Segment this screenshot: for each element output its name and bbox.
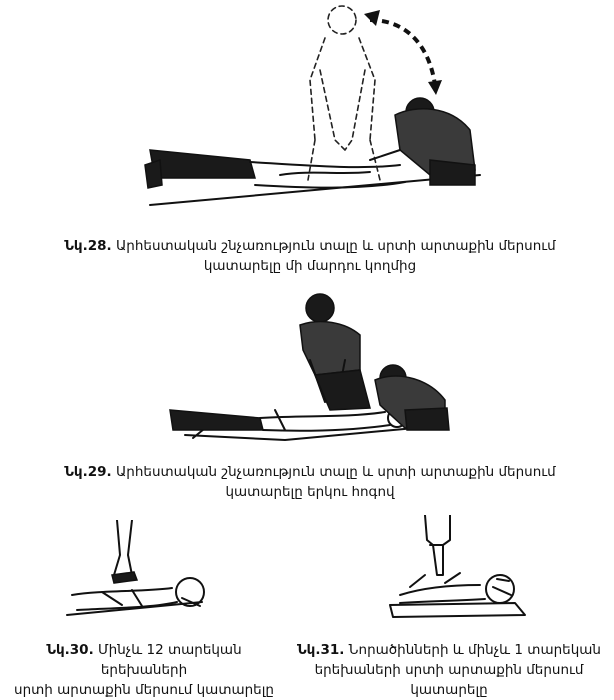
figure-31-caption-line2: երեխաների սրտի արտաքին մերսում կատարելը bbox=[314, 662, 584, 698]
figure-30-caption bbox=[4, 640, 284, 700]
figure-28-illustration bbox=[130, 0, 490, 218]
figure-31-caption bbox=[286, 640, 612, 700]
figure-29-illustration bbox=[165, 290, 465, 448]
figure-28-caption-line2: կատարելը մի մարդու կողմից bbox=[203, 258, 417, 274]
figure-28-caption bbox=[40, 236, 580, 276]
figure-31-illustration bbox=[385, 515, 535, 625]
figure-31-caption-line1: Նորածինների և մինչև 1 տարեկան bbox=[348, 642, 601, 658]
figure-29-caption-line1: Արհեստական շնչառություն տալը և սրտի արտաքին մերսում bbox=[115, 464, 556, 480]
figure-28-number: Նկ.28. bbox=[64, 238, 112, 254]
figure-29-caption-line2: կատարելը երկու հոգով bbox=[225, 484, 395, 500]
figure-30-illustration bbox=[62, 520, 222, 625]
figure-29-caption bbox=[40, 462, 580, 502]
figure-28-caption-line1: Արհեստական շնչառություն տալը և սրտի արտաքին մերսում bbox=[115, 238, 556, 254]
figure-31-number: Նկ.31. bbox=[297, 642, 345, 658]
figure-30-number: Նկ.30. bbox=[46, 642, 94, 658]
figure-29-number: Նկ.29. bbox=[64, 464, 112, 480]
figure-30-caption-line1: Մինչև 12 տարեկան երեխաների bbox=[98, 642, 242, 678]
figure-30-caption-line2: սրտի արտաքին մերսում կատարելը bbox=[14, 682, 274, 698]
